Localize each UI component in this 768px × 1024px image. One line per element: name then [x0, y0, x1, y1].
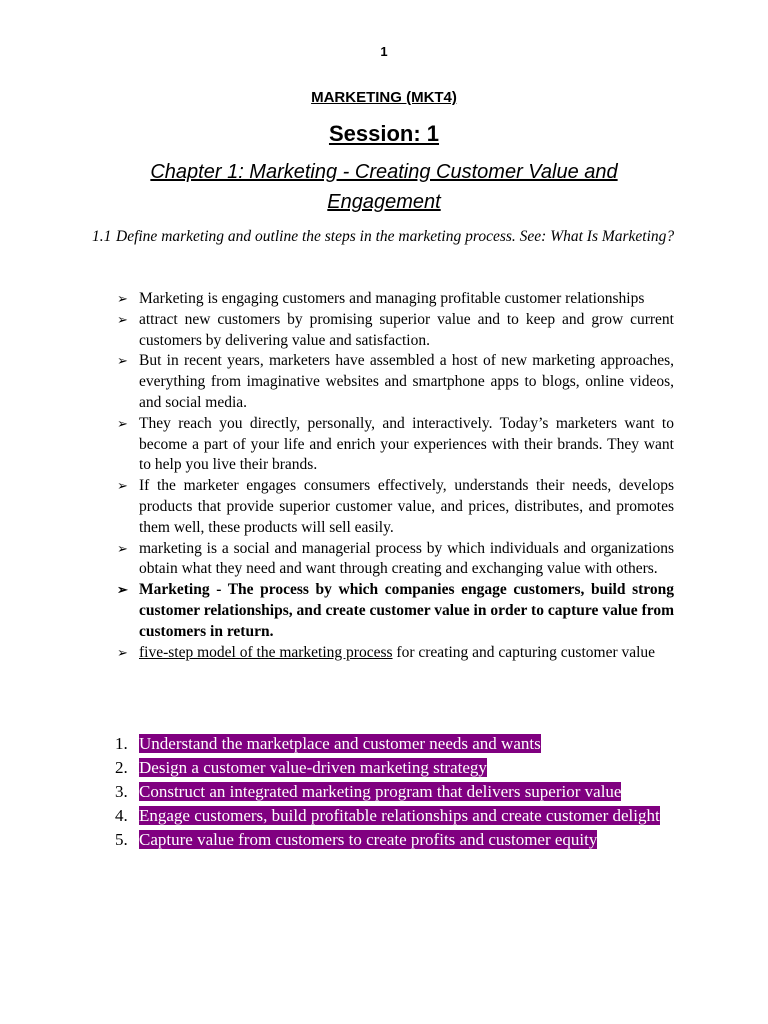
- bullet-text: Marketing is engaging customers and managing profitable customer relationships: [139, 290, 645, 307]
- bullet-item: [115, 643, 674, 664]
- bullet-item: [115, 414, 674, 476]
- bullet-text: If the marketer engages consumers effectively, understands their needs, develops products that provide superior customer value, and prices, distributes, and promotes them well, these products will sell easily.: [139, 477, 674, 536]
- step-text: Capture value from customers to create profits and customer equity: [139, 830, 598, 849]
- page-number: 1: [380, 44, 388, 59]
- arrow-bullet-icon: ➢: [117, 540, 128, 556]
- bullet-item: [115, 289, 674, 310]
- step-item: [115, 732, 674, 756]
- session-title: Session: 1: [328, 121, 440, 146]
- arrow-bullet-icon: ➢: [117, 311, 128, 327]
- step-number: 1.: [115, 734, 128, 753]
- bullet-item: [115, 351, 674, 413]
- chapter-title: Chapter 1: Marketing - Creating Customer Value and Engagement: [150, 161, 618, 213]
- bullet-text: They reach you directly, personally, and interactively. Today’s marketers want to become a part of your life and enrich your experiences with their brands. They want to help you live their brands.: [139, 414, 674, 474]
- step-item: [115, 756, 674, 780]
- arrow-bullet-icon: ➢: [117, 478, 128, 494]
- step-item: [115, 828, 674, 852]
- bullet-item: [115, 476, 674, 538]
- bullet-text: marketing is a social and managerial process by which individuals and organizations obtain what they need and want through creating and exchanging value with others.: [139, 539, 674, 578]
- step-item: [115, 804, 674, 828]
- arrow-bullet-icon: ➢: [117, 415, 128, 431]
- five-step-model-link-text: five-step model of the marketing process: [139, 643, 393, 661]
- step-text: Engage customers, build profitable relationships and create customer delight: [139, 806, 660, 825]
- objective-text: Define marketing and outline the steps in the marketing process. See: What Is Marketing?: [116, 228, 675, 245]
- course-title: MARKETING (MKT4): [311, 89, 457, 106]
- arrow-bullet-icon: ➢: [117, 644, 128, 660]
- bullet-item: [115, 539, 674, 581]
- step-text: Design a customer value-driven marketing strategy: [139, 758, 487, 777]
- bullet-item: [115, 310, 674, 352]
- learning-objective: [92, 227, 682, 247]
- bullet-text: for creating and capturing customer value: [392, 643, 656, 661]
- bullet-list: [115, 289, 674, 663]
- step-item: [115, 780, 674, 804]
- arrow-bullet-icon: ➢: [117, 353, 128, 369]
- marketing-definition: Marketing - The process by which companies engage customers, build strong customer relationships, and create customer value in order to capture value from customers in return.: [139, 581, 674, 640]
- step-number: 4.: [115, 806, 128, 825]
- arrow-bullet-icon: ➢: [117, 291, 128, 306]
- bullet-text: attract new customers by promising superior value and to keep and grow current customers by delivering value and satisfaction.: [139, 310, 674, 349]
- five-step-list: [115, 732, 674, 852]
- step-text: Understand the marketplace and customer needs and wants: [139, 734, 541, 753]
- bullet-text: But in recent years, marketers have assembled a host of new marketing approaches, everything from imaginative websites and smartphone apps to blogs, online videos, and social media.: [139, 352, 674, 411]
- step-number: 5.: [115, 830, 128, 849]
- objective-number: 1.1: [92, 228, 112, 245]
- arrow-bullet-icon: ➢: [117, 582, 128, 598]
- step-text: Construct an integrated marketing program that delivers superior value: [139, 782, 622, 801]
- step-number: 3.: [115, 782, 128, 801]
- definition-bullet-item: [115, 580, 674, 642]
- step-number: 2.: [115, 758, 128, 777]
